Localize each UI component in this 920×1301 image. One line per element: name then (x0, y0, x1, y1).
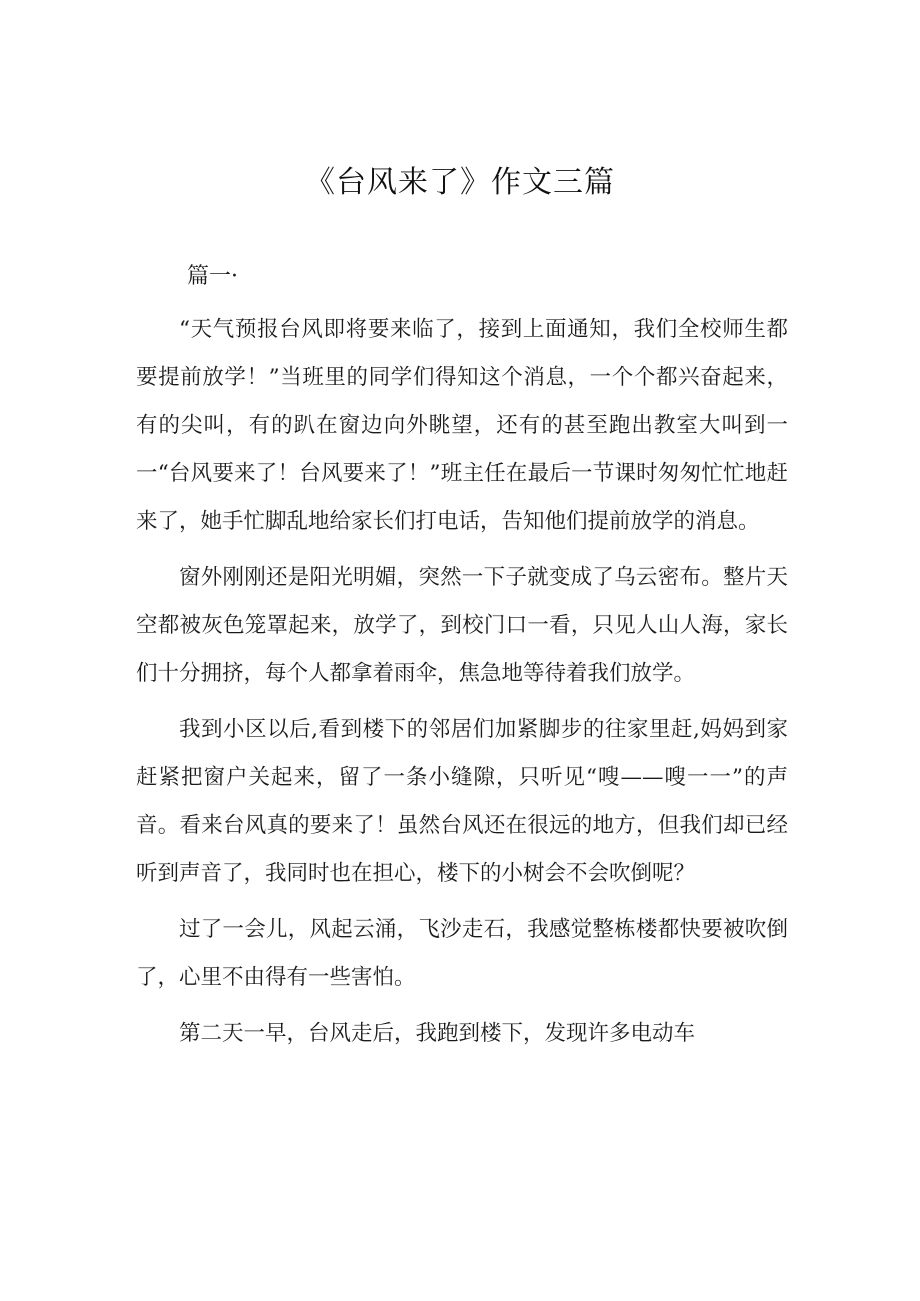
document-body (136, 306, 788, 1066)
paragraph: “天气预报台风即将要来临了，接到上面通知，我们全校师生都要提前放学！”当班里的同学们得知这个消息，一个个都兴奋起来，有的尖叫，有的趴在窗边向外眺望，还有的甚至跑出教室大叫到一一“台风要来了！台风要来了！”班主任在最后一节课时匆匆忙忙地赶来了，她手忙脚乱地给家长们打电话，告知他们提前放学的消息。 (136, 317, 788, 534)
paragraph: 窗外刚刚还是阳光明媚，突然一下子就变成了乌云密布。整片天空都被灰色笼罩起来，放学了，到校门口一看，只见人山人海，家长们十分拥挤，每个人都拿着雨伞，焦急地等待着我们放学。 (136, 565, 788, 686)
paragraph: 第二天一早，台风走后，我跑到楼下，发现许多电动车 (179, 1021, 696, 1046)
paragraph: 过了一会儿，风起云涌，飞沙走石，我感觉整栋楼都快要被吹倒了，心里不由得有一些害怕。 (136, 917, 788, 990)
document-title: 《台风来了》作文三篇 (305, 165, 615, 200)
paragraph: 我到小区以后,看到楼下的邻居们加紧脚步的往家里赶,妈妈到家赶紧把窗户关起来，留了一条小缝隙，只听见“嗖——嗖一一”的声音。看来台风真的要来了！虽然台风还在很远的地方，但我们却已经听到声音了，我同时也在担心，楼下的小树会不会吹倒呢？ (136, 717, 788, 886)
section-label: 篇一· (187, 264, 238, 289)
